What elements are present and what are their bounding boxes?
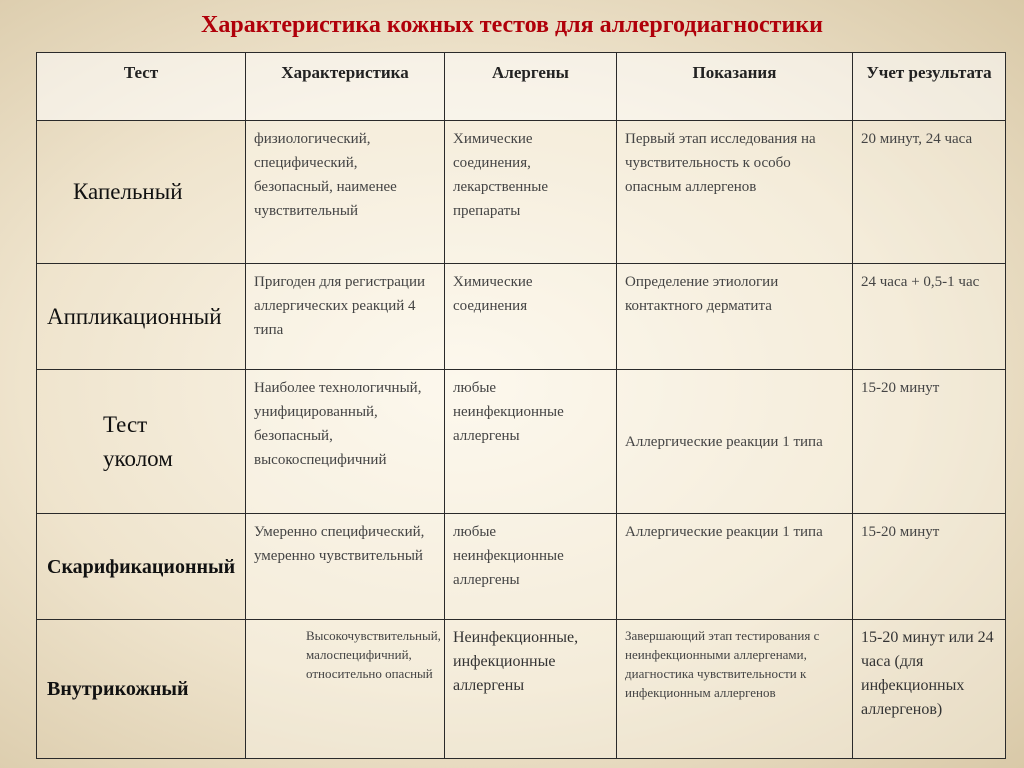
test-name: Внутрикожный xyxy=(37,620,246,759)
table-row xyxy=(37,370,1006,514)
header-indications: Показания xyxy=(617,53,853,121)
table-row xyxy=(37,514,1006,620)
test-name: Аппликационный xyxy=(37,264,246,370)
allergens-cell: любые неинфекционные аллергены xyxy=(445,514,617,620)
allergens-cell: Химические соединения xyxy=(445,264,617,370)
test-name: Тест уколом xyxy=(37,370,246,514)
result-cell: 24 часа + 0,5-1 час xyxy=(853,264,1006,370)
result-cell: 15-20 минут или 24 часа (для инфекционных аллергенов) xyxy=(853,620,1006,759)
allergens-cell: Неинфекционные, инфекционные аллергены xyxy=(445,620,617,759)
table-row xyxy=(37,264,1006,370)
table-row xyxy=(37,121,1006,264)
characteristic-cell: Умеренно специфический, умеренно чувствительный xyxy=(246,514,445,620)
indications-cell: Определение этиологии контактного дерматита xyxy=(617,264,853,370)
test-name: Капельный xyxy=(37,121,246,264)
header-characteristic: Характеристика xyxy=(246,53,445,121)
result-cell: 15-20 минут xyxy=(853,370,1006,514)
table-row xyxy=(37,620,1006,759)
characteristic-cell: физиологический, специфический, безопасный, наименее чувствительный xyxy=(246,121,445,264)
indications-cell: Завершающий этап тестирования с неинфекционными аллергенами, диагностика чувствительности к инфекционным аллергенов xyxy=(617,620,853,759)
header-test: Тест xyxy=(37,53,246,121)
slide-title: Характеристика кожных тестов для аллергодиагностики xyxy=(201,12,823,38)
indications-cell: Первый этап исследования на чувствительность к особо опасным аллергенов xyxy=(617,121,853,264)
indications-cell: Аллергические реакции 1 типа xyxy=(617,370,853,514)
characteristic-cell: Пригоден для регистрации аллергических реакций 4 типа xyxy=(246,264,445,370)
result-cell: 20 минут, 24 часа xyxy=(853,121,1006,264)
header-allergens: Алергены xyxy=(445,53,617,121)
test-name: Скарификационный xyxy=(37,514,246,620)
allergy-tests-table xyxy=(36,52,1006,759)
indications-cell: Аллергические реакции 1 типа xyxy=(617,514,853,620)
result-cell: 15-20 минут xyxy=(853,514,1006,620)
allergens-cell: любые неинфекционные аллергены xyxy=(445,370,617,514)
table-header-row xyxy=(37,53,1006,121)
characteristic-cell: Высокочувствительный, малоспецифичний, относительно опасный xyxy=(246,620,445,759)
header-result: Учет результата xyxy=(853,53,1006,121)
characteristic-cell: Наиболее технологичный, унифицированный, безопасный, высокоспецифичний xyxy=(246,370,445,514)
allergens-cell: Химические соединения, лекарственные препараты xyxy=(445,121,617,264)
